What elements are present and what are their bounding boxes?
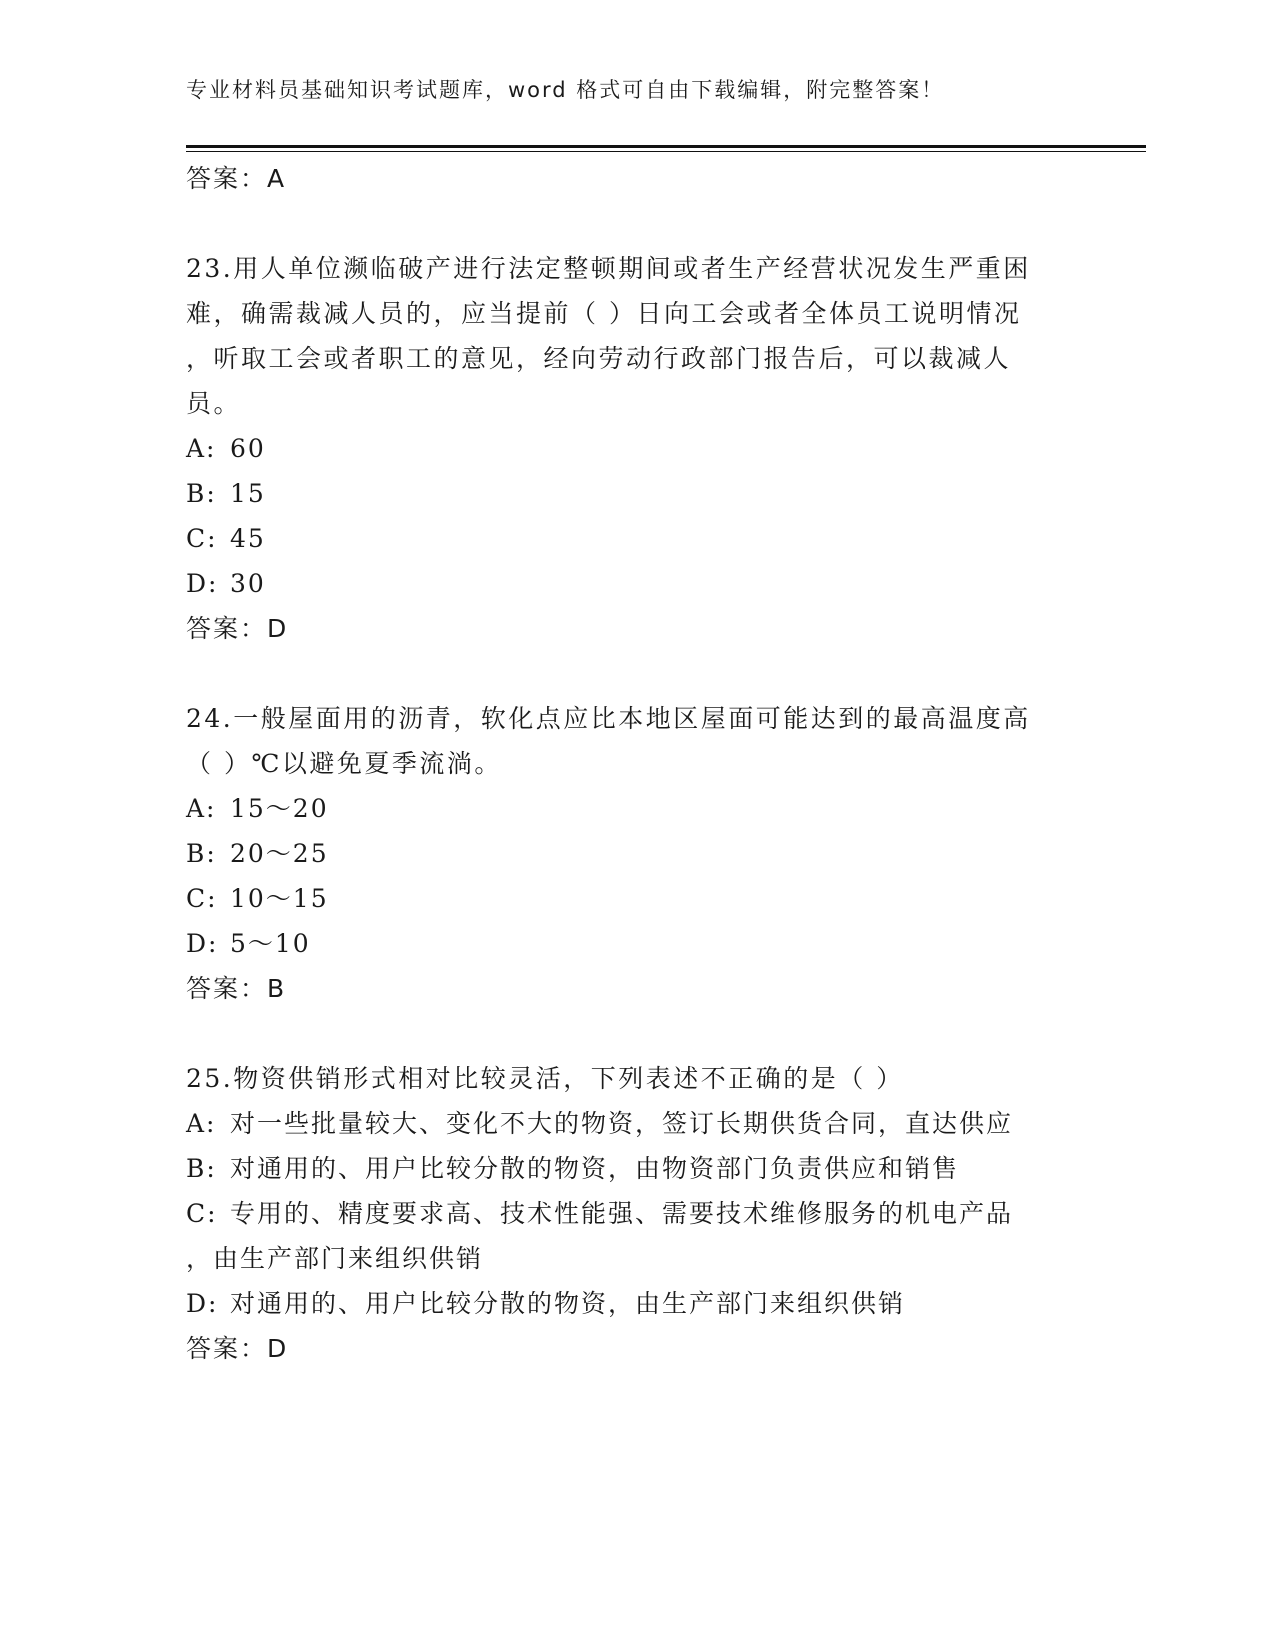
previous-answer: 答案：A (186, 164, 287, 193)
option-text: 60 (230, 434, 266, 463)
question-stem-line: ，听取工会或者职工的意见，经向劳动行政部门报告后，可以裁减人 (186, 344, 1012, 373)
option-d (186, 1281, 1086, 1326)
header-rule-thin (186, 151, 1146, 152)
option-text: 45 (230, 524, 266, 553)
option-text: 15 (230, 479, 266, 508)
option-text: 15～20 (230, 794, 329, 823)
option-text: 20～25 (230, 839, 329, 868)
spacer (186, 1011, 1086, 1056)
option-a (186, 426, 1086, 471)
option-text: 10～15 (230, 884, 329, 913)
answer-line: 答案：D (186, 1334, 289, 1363)
option-label: C: (186, 524, 218, 553)
answer-line: 答案：B (186, 974, 287, 1003)
option-label: B: (186, 839, 217, 868)
spacer (186, 651, 1086, 696)
option-c-continuation: ，由生产部门来组织供销 (186, 1244, 484, 1273)
option-text: 对一些批量较大、变化不大的物资，签订长期供货合同，直达供应 (230, 1109, 1014, 1138)
option-label: C: (186, 1199, 218, 1228)
question-stem-line: 25.物资供销形式相对比较灵活，下列表述不正确的是（ ） (186, 1064, 904, 1093)
page-header: 专业材料员基础知识考试题库，word 格式可自由下载编辑，附完整答案！ (186, 78, 945, 102)
option-label: A: (186, 794, 217, 823)
question-stem-line: 难，确需裁减人员的，应当提前（ ）日向工会或者全体员工说明情况 (186, 299, 1022, 328)
option-label: C: (186, 884, 218, 913)
option-a (186, 1101, 1086, 1146)
document-body (186, 156, 1086, 1371)
option-c (186, 516, 1086, 561)
option-text: 对通用的、用户比较分散的物资，由物资部门负责供应和销售 (230, 1154, 960, 1183)
question-23 (186, 246, 1086, 651)
option-text: 30 (230, 569, 266, 598)
question-stem-line: 24.一般屋面用的沥青，软化点应比本地区屋面可能达到的最高温度高 (186, 704, 1031, 733)
option-label: B: (186, 1154, 217, 1183)
option-text: 专用的、精度要求高、技术性能强、需要技术维修服务的机电产品 (230, 1199, 1014, 1228)
question-stem-line: 23.用人单位濒临破产进行法定整顿期间或者生产经营状况发生严重困 (186, 254, 1031, 283)
option-d (186, 921, 1086, 966)
option-label: B: (186, 479, 217, 508)
question-25 (186, 1056, 1086, 1371)
option-b (186, 831, 1086, 876)
header-rule-thick (186, 145, 1146, 148)
option-label: A: (186, 1109, 217, 1138)
spacer (186, 201, 1086, 246)
option-a (186, 786, 1086, 831)
option-b (186, 471, 1086, 516)
option-c (186, 876, 1086, 921)
option-d (186, 561, 1086, 606)
option-label: D: (186, 929, 219, 958)
option-text: 对通用的、用户比较分散的物资，由生产部门来组织供销 (230, 1289, 906, 1318)
option-text: 5～10 (230, 929, 311, 958)
option-c (186, 1191, 1086, 1236)
option-label: D: (186, 1289, 219, 1318)
option-label: D: (186, 569, 219, 598)
question-stem-line: （ ）℃以避免夏季流淌。 (186, 749, 502, 778)
option-b (186, 1146, 1086, 1191)
question-stem-line: 员。 (186, 389, 242, 418)
question-24 (186, 696, 1086, 1011)
answer-line: 答案：D (186, 614, 289, 643)
option-label: A: (186, 434, 217, 463)
